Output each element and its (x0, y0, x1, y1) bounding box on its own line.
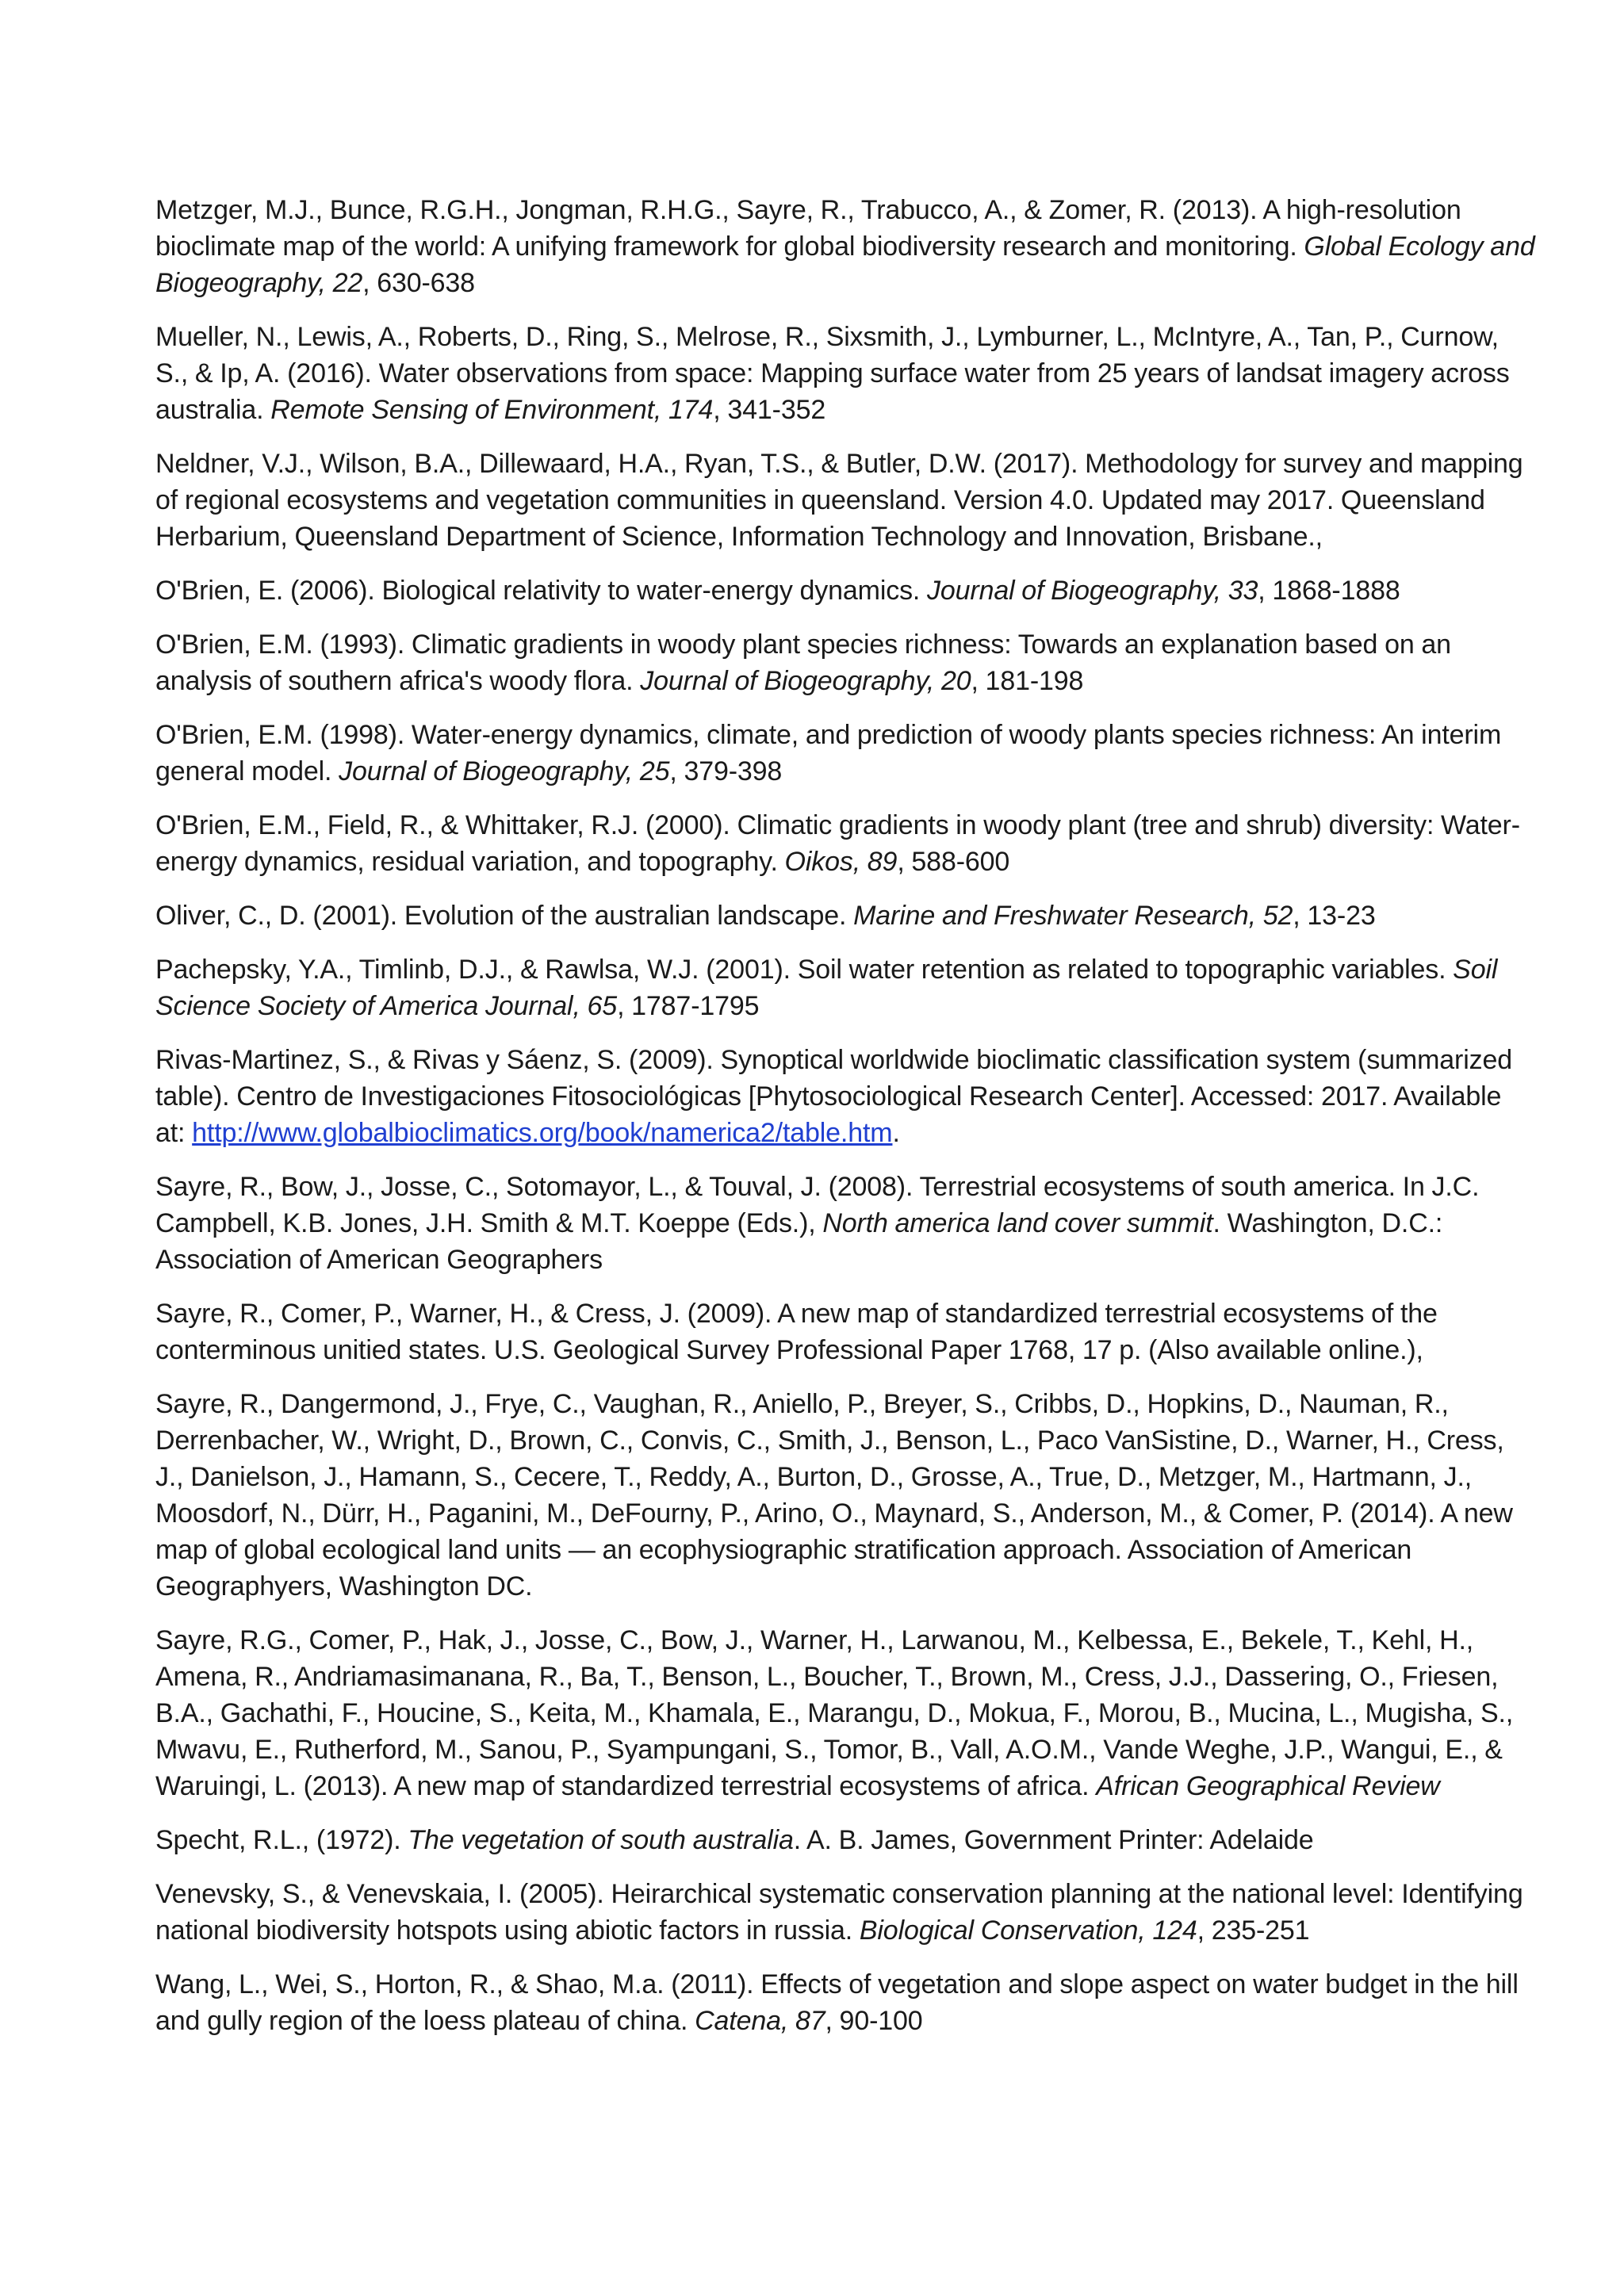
reference-entry-rivas-martinez-2009 (155, 1042, 1535, 1151)
reference-entry-wang-2011 (155, 1966, 1535, 2039)
reference-source: Marine and Freshwater Research, 52 (853, 901, 1293, 931)
reference-text: Mueller, N., Lewis, A., Roberts, D., Ring, S., Melrose, R., Sixsmith, J., Lymburner, L., McIntyre, A., Tan, P., Curnow, S., & Ip, A. (2016). Water observations from space: Mapping surface water from 25 years of landsat imagery across australia. (155, 322, 1510, 425)
reference-text: O'Brien, E.M., Field, R., & Whittaker, R.J. (2000). Climatic gradients in woody plant (tree and shrub) diversity: Water-energy dynamics, residual variation, and topography. (155, 810, 1520, 877)
reference-source: Oikos, 89 (784, 847, 898, 877)
reference-text: Sayre, R.G., Comer, P., Hak, J., Josse, C., Bow, J., Warner, H., Larwanou, M., Kelbessa, E., Bekele, T., Kehl, H., Amena, R., Andriamasimanana, R., Ba, T., Benson, L., Boucher, T., Brown, M., Cress, J.J., Dassering, O., Friesen, B.A., Gachathi, F., Houcine, S., Keita, M., Khamala, E., Marangu, D., Mokua, F., Morou, B., Mucina, L., Mugisha, S., Mwavu, E., Rutherford, M., Sanou, P., Syampungani, S., Tomor, B., Vall, A.O.M., Vande Weghe, J.P., Wangui, E., & Waruingi, L. (2013). A new map of standardized terrestrial ecosystems of africa. (155, 1625, 1514, 1801)
reference-entry-sayre-2009 (155, 1295, 1535, 1368)
reference-text: Venevsky, S., & Venevskaia, I. (2005). Heirarchical systematic conservation planning at the national level: Identifying national biodiversity hotspots using abiotic factors in russia. (155, 1879, 1523, 1946)
reference-text: Specht, R.L., (1972). (155, 1825, 408, 1855)
reference-text: O'Brien, E.M. (1998). Water-energy dynamics, climate, and prediction of woody plants species richness: An interim general model. (155, 720, 1502, 786)
reference-pages: , 630-638 (362, 268, 475, 298)
reference-source: Soil Science Society of America Journal, 65 (155, 955, 1498, 1021)
reference-source: Journal of Biogeography, 20 (640, 666, 971, 696)
reference-entry-mueller-2016 (155, 319, 1535, 428)
reference-text: Pachepsky, Y.A., Timlinb, D.J., & Rawlsa, W.J. (2001). Soil water retention as related to topographic variables. (155, 955, 1454, 985)
reference-entry-obrien-2006 (155, 572, 1535, 609)
reference-entry-metzger-2013 (155, 192, 1535, 301)
reference-text: Sayre, R., Comer, P., Warner, H., & Cress, J. (2009). A new map of standardized terrestrial ecosystems of the conterminous unitied states. U.S. Geological Survey Professional Paper 1768, 17 p. (Also available online.), (155, 1299, 1438, 1365)
reference-entry-oliver-2001 (155, 897, 1535, 934)
reference-text: Sayre, R., Dangermond, J., Frye, C., Vaughan, R., Aniello, P., Breyer, S., Cribbs, D., Hopkins, D., Nauman, R., Derrenbacher, W., Wright, D., Brown, C., Convis, C., Smith, J., Benson, L., Paco VanSistine, D., Warner, H., Cress, J., Danielson, J., Hamann, S., Cecere, T., Reddy, A., Burton, D., Grosse, A., True, D., Metzger, M., Hartmann, J., Moosdorf, N., Dürr, H., Paganini, M., DeFourny, P., Arino, O., Maynard, S., Anderson, M., & Comer, P. (2014). A new map of global ecological land units — an ecophysiographic stratification approach. Association of American Geographyers, Washington DC. (155, 1389, 1513, 1601)
reference-entry-sayre-2013 (155, 1622, 1535, 1804)
reference-source: Remote Sensing of Environment, 174 (270, 395, 714, 425)
reference-pages: , 1787-1795 (617, 991, 760, 1021)
reference-pages: . (892, 1118, 900, 1148)
reference-text: Wang, L., Wei, S., Horton, R., & Shao, M.a. (2011). Effects of vegetation and slope aspect on water budget in the hill and gully region of the loess plateau of china. (155, 1969, 1519, 2036)
reference-pages: , 90-100 (825, 2006, 923, 2036)
reference-entry-sayre-2008 (155, 1169, 1535, 1278)
reference-entry-specht-1972 (155, 1822, 1535, 1858)
reference-pages: , 181-198 (971, 666, 1084, 696)
reference-entry-pachepsky-2001 (155, 951, 1535, 1024)
reference-entry-sayre-2014 (155, 1386, 1535, 1605)
reference-pages: , 341-352 (713, 395, 826, 425)
reference-entry-neldner-2017 (155, 446, 1535, 555)
reference-link[interactable]: http://www.globalbioclimatics.org/book/namerica2/table.htm (192, 1118, 893, 1148)
reference-entry-obrien-1998 (155, 717, 1535, 790)
reference-entry-venevsky-2005 (155, 1876, 1535, 1949)
reference-list (155, 192, 1535, 2057)
reference-source: Journal of Biogeography, 25 (339, 756, 670, 786)
reference-source: Biological Conservation, 124 (859, 1915, 1197, 1946)
reference-source: Journal of Biogeography, 33 (927, 576, 1258, 606)
reference-text: Metzger, M.J., Bunce, R.G.H., Jongman, R.H.G., Sayre, R., Trabucco, A., & Zomer, R. (2013). A high-resolution bioclimate map of the world: A unifying framework for global biodiversity research and monitoring. (155, 195, 1461, 262)
reference-pages: . Washington, D.C.: Association of American Geographers (155, 1208, 1443, 1275)
reference-source: Catena, 87 (695, 2006, 825, 2036)
reference-text: Neldner, V.J., Wilson, B.A., Dillewaard, H.A., Ryan, T.S., & Butler, D.W. (2017). Methodology for survey and mapping of regional ecosystems and vegetation communities in queensland. Version 4.0. Updated may 2017. Queensland Herbarium, Queensland Department of Science, Information Technology and Innovation, Brisbane., (155, 449, 1523, 552)
reference-text: O'Brien, E.M. (1993). Climatic gradients in woody plant species richness: Towards an explanation based on an analysis of southern africa's woody flora. (155, 629, 1451, 696)
reference-entry-obrien-2000 (155, 807, 1535, 880)
reference-pages: , 379-398 (669, 756, 783, 786)
reference-pages: , 235-251 (1197, 1915, 1310, 1946)
reference-text: O'Brien, E. (2006). Biological relativity to water-energy dynamics. (155, 576, 928, 606)
reference-source: African Geographical Review (1096, 1771, 1440, 1801)
reference-source: Global Ecology and Biogeography, 22 (155, 232, 1535, 298)
reference-text: Rivas-Martinez, S., & Rivas y Sáenz, S. (2009). Synoptical worldwide bioclimatic classification system (summarized table). Centro de Investigaciones Fitosociológicas [Phytosociological Research Center]. Accessed: 2017. Available at: (155, 1045, 1512, 1148)
reference-source: North america land cover summit (822, 1208, 1213, 1238)
reference-text: Oliver, C., D. (2001). Evolution of the australian landscape. (155, 901, 854, 931)
reference-pages: , 1868-1888 (1258, 576, 1400, 606)
reference-pages: , 588-600 (897, 847, 1010, 877)
reference-pages: , 13-23 (1293, 901, 1376, 931)
reference-text: Sayre, R., Bow, J., Josse, C., Sotomayor, L., & Touval, J. (2008). Terrestrial ecosystems of south america. In J.C. Campbell, K.B. Jones, J.H. Smith & M.T. Koeppe (Eds.), (155, 1172, 1480, 1238)
reference-source: The vegetation of south australia (408, 1825, 794, 1855)
reference-entry-obrien-1993 (155, 626, 1535, 699)
reference-pages: . A. B. James, Government Printer: Adelaide (793, 1825, 1314, 1855)
